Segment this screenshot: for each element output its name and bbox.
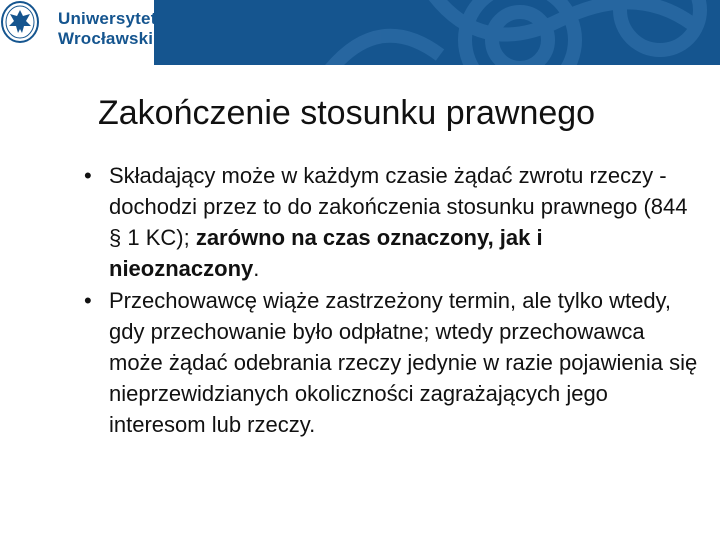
logo-line-1: Uniwersytet [58, 9, 157, 28]
bullet-text: Składający może w każdym czasie żądać zwrotu rzeczy - dochodzi przez to do zakończenia stosunku prawnego (844 § 1 KC); [109, 163, 688, 250]
logo-line-2: Wrocławski [58, 29, 154, 48]
bullet-dot-icon: • [84, 288, 92, 313]
header-band [0, 0, 720, 65]
bullet-dot-icon: • [84, 163, 92, 188]
slide-title: Zakończenie stosunku prawnego [98, 94, 596, 132]
bullet-bold-text: zarówno na czas oznaczony, jak i nieoznaczony [109, 225, 543, 281]
slide-content [84, 160, 699, 441]
bullet-tail: . [253, 256, 260, 281]
bullet-item [84, 160, 699, 284]
bullet-item [84, 285, 699, 440]
university-logo[interactable] [0, 0, 157, 65]
eagle-emblem-icon [0, 0, 40, 44]
bullet-text: Przechowawcę wiąże zastrzeżony termin, ale tylko wtedy, gdy przechowanie było odpłatne; wtedy przechowawca może żądać odebrania rzeczy jedynie w razie pojawienia się nieprzewidzianych okoliczności zagrażających jego interesom lub rzeczy. [109, 288, 698, 437]
